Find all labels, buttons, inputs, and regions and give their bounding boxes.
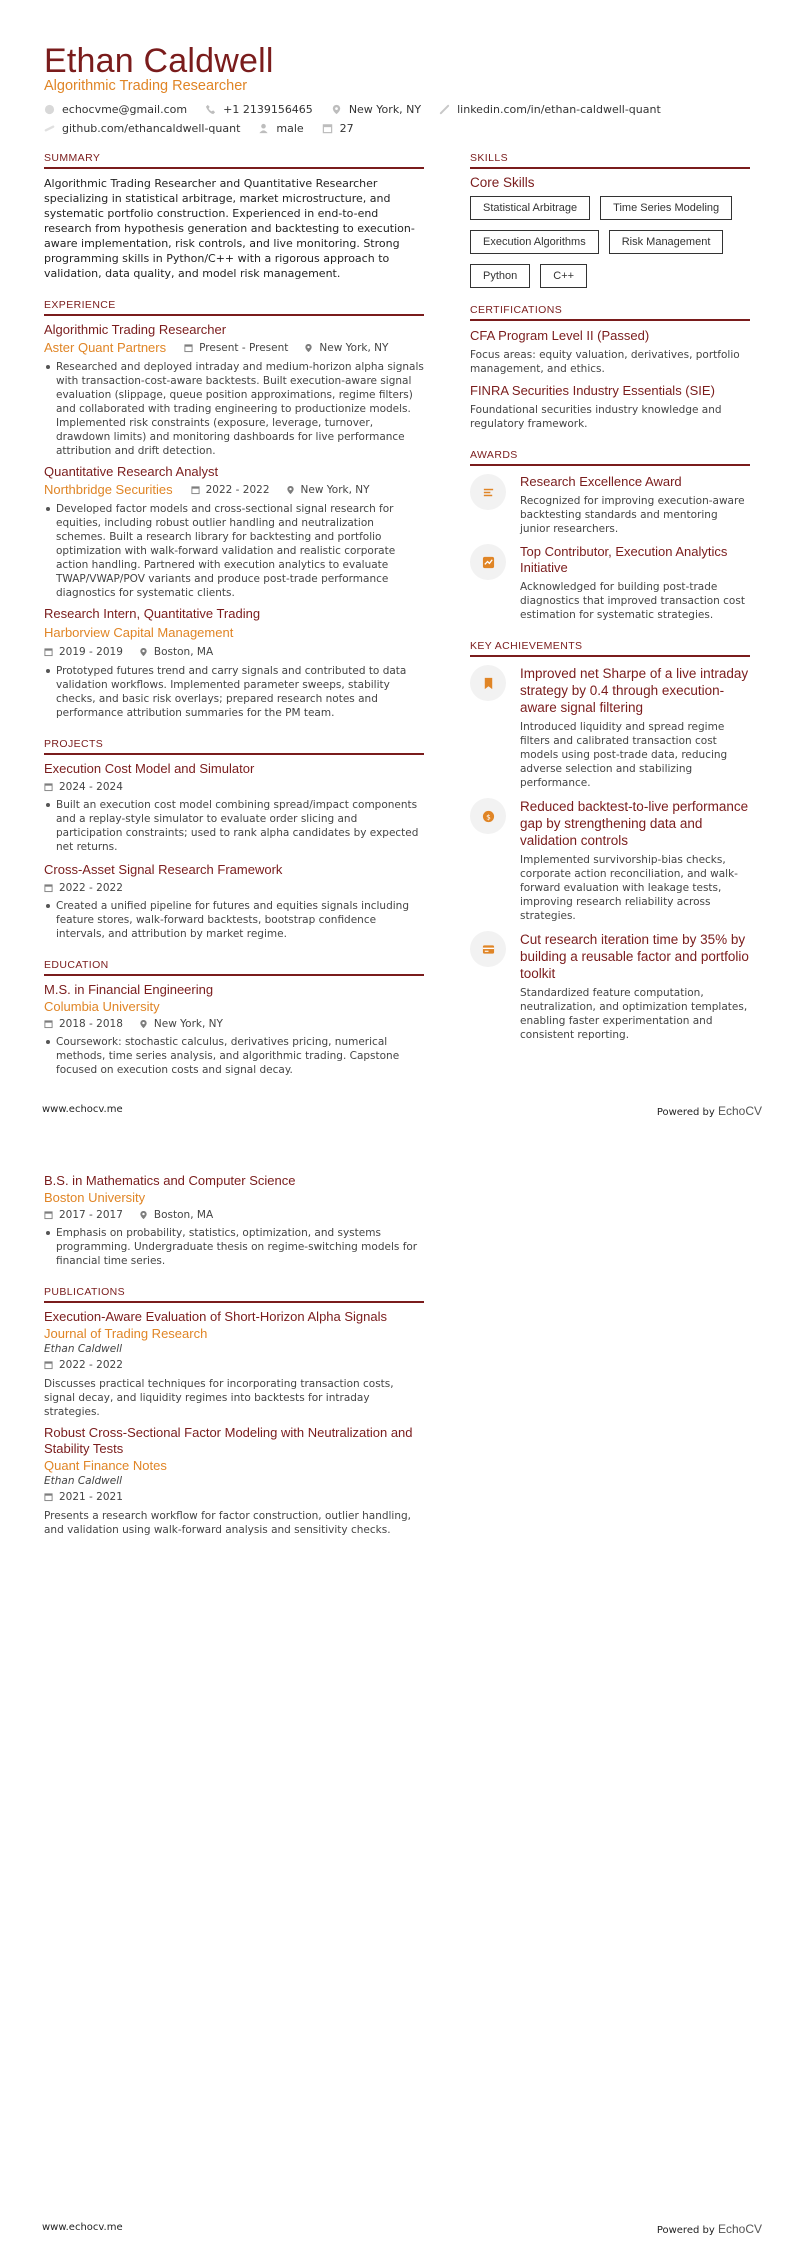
section-title-awards: AWARDS xyxy=(470,449,750,466)
experience-location: New York, NY xyxy=(304,342,388,354)
skill-chip: Execution Algorithms xyxy=(470,230,599,254)
experience-company: Aster Quant Partners xyxy=(44,340,167,355)
contact-github[interactable]: github.com/ethancaldwell-quant xyxy=(44,119,240,138)
skill-chip: Python xyxy=(470,264,530,288)
achievement-desc: Introduced liquidity and spread regime filters and calibrated transaction cost models using post-trade data, reducing adverse selection and stabilizing performance. xyxy=(520,721,728,789)
card-icon xyxy=(470,931,506,967)
location-icon xyxy=(139,647,148,657)
skill-chip: Statistical Arbitrage xyxy=(470,196,590,220)
certification-name: CFA Program Level II (Passed) xyxy=(470,328,650,343)
publication-dates: 2021 - 2021 xyxy=(44,1491,123,1503)
publication-title: Execution-Aware Evaluation of Short-Horizon Alpha Signals xyxy=(44,1309,388,1324)
projects-section xyxy=(44,738,424,941)
award-desc: Acknowledged for building post-trade diagnostics that improved transaction cost estimation for systematic strategies. xyxy=(520,581,745,621)
project-bullet: Built an execution cost model combining spread/impact components and a replay-style simulator to evaluate order slicing and participation constraints; used to rank alpha candidates by expected net returns. xyxy=(44,798,424,854)
education-section xyxy=(44,959,424,1077)
education-bullet: Coursework: stochastic calculus, derivatives pricing, numerical methods, time series analysis, and algorithmic trading. Capstone focused on execution costs and signal decay. xyxy=(44,1035,424,1077)
location-icon xyxy=(139,1019,148,1029)
education-bullet: Emphasis on probability, statistics, optimization, and systems programming. Undergraduate thesis on regime-switching models for financial time series. xyxy=(44,1226,424,1268)
resume-page-2 xyxy=(0,1123,794,2246)
contact-phone[interactable]: +1 2139156465 xyxy=(205,100,313,119)
publication-desc: Discusses practical techniques for incorporating transaction costs, signal decay, and liquidity regimes into backtests for intraday strategies. xyxy=(44,1378,394,1418)
experience-position: Quantitative Research Analyst xyxy=(44,464,219,479)
experience-bullet: Researched and deployed intraday and medium-horizon alpha signals with transaction-cost-aware backtests. Built execution-aware signal evaluation (slippage, queue position approximations, regime filters) and collaborated with trading engineering to productionize models. Implemented risk constraints (exposure, leverage, turnover, drawdown limits) and monitoring dashboards for live performance attribution and drift detection. xyxy=(44,360,424,458)
skill-group-title: Core Skills xyxy=(470,175,535,190)
candidate-role: Algorithmic Trading Researcher xyxy=(44,78,248,94)
calendar-icon xyxy=(44,1492,53,1502)
project-dates: 2024 - 2024 xyxy=(44,781,123,793)
project-bullet: Created a unified pipeline for futures and equities signals including feature stores, walk-forward backtests, bootstrap confidence intervals, and attribution by market regime. xyxy=(44,899,424,941)
footer-brand: EchoCV xyxy=(717,2222,762,2236)
section-title-skills: SKILLS xyxy=(470,152,750,169)
skill-chip: Time Series Modeling xyxy=(600,196,732,220)
education-school: Boston University xyxy=(44,1190,146,1205)
publication-meta xyxy=(44,1489,424,1505)
skill-chip: Risk Management xyxy=(609,230,724,254)
achievement-item xyxy=(470,931,750,1042)
calendar-icon xyxy=(44,782,53,792)
location-icon xyxy=(286,485,295,495)
page-footer xyxy=(42,1104,762,1118)
experience-location: New York, NY xyxy=(286,484,370,496)
certification-desc: Focus areas: equity valuation, derivatives, portfolio management, and ethics. xyxy=(470,349,740,375)
education-location: New York, NY xyxy=(139,1018,223,1030)
experience-item xyxy=(44,464,424,600)
coin-icon xyxy=(470,798,506,834)
footer-powered-by: Powered by EchoCV xyxy=(656,2222,762,2236)
achievement-name: Cut research iteration time by 35% by building a reusable factor and portfolio toolkit xyxy=(520,932,749,981)
experience-section xyxy=(44,299,424,720)
calendar-icon xyxy=(44,1210,53,1220)
right-column xyxy=(470,152,750,1042)
publication-author: Ethan Caldwell xyxy=(44,1343,123,1355)
experience-meta xyxy=(44,340,424,356)
achievement-desc: Standardized feature computation, neutralization, and optimization templates, enabling faster experimentation and consistent reporting. xyxy=(520,987,748,1041)
experience-location: Boston, MA xyxy=(139,646,213,658)
summary-section xyxy=(44,152,424,281)
calendar-icon xyxy=(184,343,193,353)
education-item xyxy=(44,982,424,1077)
project-meta xyxy=(44,880,424,896)
publication-venue: Quant Finance Notes xyxy=(44,1458,167,1473)
experience-meta xyxy=(44,482,424,498)
education-degree: B.S. in Mathematics and Computer Science xyxy=(44,1173,296,1188)
section-title-experience: EXPERIENCE xyxy=(44,299,424,316)
contact-email[interactable]: echocvme@gmail.com xyxy=(44,100,187,119)
skills-section xyxy=(470,152,750,298)
section-title-projects: PROJECTS xyxy=(44,738,424,755)
achievement-item xyxy=(470,798,750,923)
footer-powered-by: Powered by EchoCV xyxy=(656,1104,762,1118)
email-icon xyxy=(44,104,55,115)
education-dates: 2018 - 2018 xyxy=(44,1018,123,1030)
chart-icon xyxy=(470,544,506,580)
certification-name: FINRA Securities Industry Essentials (SIE) xyxy=(470,383,715,398)
experience-meta xyxy=(44,644,424,660)
publication-title: Robust Cross-Sectional Factor Modeling with Neutralization and Stability Tests xyxy=(44,1425,413,1456)
person-icon xyxy=(258,123,269,134)
award-name: Top Contributor, Execution Analytics Initiative xyxy=(520,544,728,575)
contact-location: New York, NY xyxy=(331,100,421,119)
location-icon xyxy=(304,343,313,353)
project-item xyxy=(44,761,424,854)
link-icon xyxy=(439,104,450,115)
publication-dates: 2022 - 2022 xyxy=(44,1359,123,1371)
award-item xyxy=(470,544,750,622)
calendar-icon xyxy=(44,1019,53,1029)
experience-position: Algorithmic Trading Researcher xyxy=(44,322,227,337)
contact-info xyxy=(44,100,744,138)
experience-position: Research Intern, Quantitative Trading xyxy=(44,606,261,621)
skill-chip: C++ xyxy=(540,264,587,288)
education-meta xyxy=(44,1207,424,1223)
summary-text: Algorithmic Trading Researcher and Quantitative Researcher specializing in statistical arbitrage, market microstructure, and systematic portfolio construction. Experienced in end-to-end research from hypothesis generation and backtesting to execution-aware implementation, risk controls, and live monitoring. Strong programming skills in Python/C++ with a rigorous approach to validation, data quality, and model risk management. xyxy=(44,177,415,280)
publication-item xyxy=(44,1425,424,1537)
bookmark-icon xyxy=(470,665,506,701)
footer-site-link[interactable]: www.echocv.me xyxy=(42,1104,123,1115)
publication-item xyxy=(44,1309,424,1419)
experience-bullet: Developed factor models and cross-sectional signal research for equities, including robust outlier handling and neutralization schemes. Built a research library for backtesting and portfolio optimization with walk-forward validation and realistic corporate action handling. Partnered with execution analytics to evaluate TWAP/VWAP/POV variants and produce post-trade performance diagnostics for systematic clients. xyxy=(44,502,424,600)
experience-item xyxy=(44,322,424,458)
education-degree: M.S. in Financial Engineering xyxy=(44,982,214,997)
experience-dates: 2022 - 2022 xyxy=(191,484,270,496)
award-name: Research Excellence Award xyxy=(520,474,682,489)
publication-venue: Journal of Trading Research xyxy=(44,1326,208,1341)
achievement-name: Improved net Sharpe of a live intraday strategy by 0.4 through execution-aware signal filtering xyxy=(520,666,749,715)
education-school: Columbia University xyxy=(44,999,160,1014)
education-meta xyxy=(44,1016,424,1032)
project-name: Cross-Asset Signal Research Framework xyxy=(44,862,283,877)
education-item xyxy=(44,1173,424,1268)
calendar-icon xyxy=(44,647,53,657)
candidate-name: Ethan Caldwell xyxy=(44,42,274,80)
achievement-item xyxy=(470,665,750,790)
section-title-education: EDUCATION xyxy=(44,959,424,976)
calendar-icon xyxy=(191,485,200,495)
location-icon xyxy=(331,104,342,115)
phone-icon xyxy=(205,104,216,115)
experience-bullet: Prototyped futures trend and carry signals and contributed to data validation workflows. Implemented parameter sweeps, stability checks, and basic risk overlays; prepared research notes and performance attribution summaries for the PM team. xyxy=(44,664,424,720)
certification-item xyxy=(470,383,750,431)
project-item xyxy=(44,862,424,941)
svg-text:$: $ xyxy=(485,811,491,821)
experience-item xyxy=(44,606,424,720)
link-icon xyxy=(44,123,55,134)
publication-meta xyxy=(44,1357,424,1373)
contact-gender: male xyxy=(258,119,303,138)
awards-section xyxy=(470,449,750,622)
project-dates: 2022 - 2022 xyxy=(44,882,123,894)
education-location: Boston, MA xyxy=(139,1209,213,1221)
footer-brand: EchoCV xyxy=(717,1104,762,1118)
calendar-icon xyxy=(44,883,53,893)
achievement-name: Reduced backtest-to-live performance gap by strengthening data and validation controls xyxy=(520,799,749,848)
project-meta xyxy=(44,779,424,795)
contact-row-2 xyxy=(44,119,744,138)
experience-company: Northbridge Securities xyxy=(44,482,173,497)
experience-dates: 2019 - 2019 xyxy=(44,646,123,658)
publication-desc: Presents a research workflow for factor construction, outlier handling, and validation using walk-forward analysis and sensitivity checks. xyxy=(44,1510,412,1536)
calendar-icon xyxy=(322,123,333,134)
certification-desc: Foundational securities industry knowledge and regulatory framework. xyxy=(470,404,722,430)
lines-icon xyxy=(470,474,506,510)
section-title-summary: SUMMARY xyxy=(44,152,424,169)
contact-linkedin[interactable]: linkedin.com/in/ethan-caldwell-quant xyxy=(439,100,661,119)
publications-section xyxy=(44,1286,424,1537)
certification-item xyxy=(470,328,750,376)
footer-site-link[interactable]: www.echocv.me xyxy=(42,2222,123,2233)
certifications-section xyxy=(470,304,750,431)
page-footer xyxy=(42,2222,762,2236)
left-column xyxy=(44,152,424,1077)
left-column-continued xyxy=(44,1173,424,1537)
achievement-desc: Implemented survivorship-bias checks, corporate action reconciliation, and walk-forward evaluation with leakage tests, improving research reliability across strategies. xyxy=(520,854,738,922)
section-title-publications: PUBLICATIONS xyxy=(44,1286,424,1303)
calendar-icon xyxy=(44,1360,53,1370)
skill-chips xyxy=(470,196,760,298)
education-dates: 2017 - 2017 xyxy=(44,1209,123,1221)
contact-age: 27 xyxy=(322,119,354,138)
contact-row-1 xyxy=(44,100,744,119)
project-name: Execution Cost Model and Simulator xyxy=(44,761,255,776)
experience-dates: Present - Present xyxy=(184,342,288,354)
achievements-section xyxy=(470,640,750,1042)
experience-company: Harborview Capital Management xyxy=(44,625,234,640)
award-desc: Recognized for improving execution-aware backtesting standards and mentoring junior researchers. xyxy=(520,495,745,535)
award-item xyxy=(470,474,750,536)
location-icon xyxy=(139,1210,148,1220)
publication-author: Ethan Caldwell xyxy=(44,1475,123,1487)
section-title-achievements: KEY ACHIEVEMENTS xyxy=(470,640,750,657)
section-title-certifications: CERTIFICATIONS xyxy=(470,304,750,321)
